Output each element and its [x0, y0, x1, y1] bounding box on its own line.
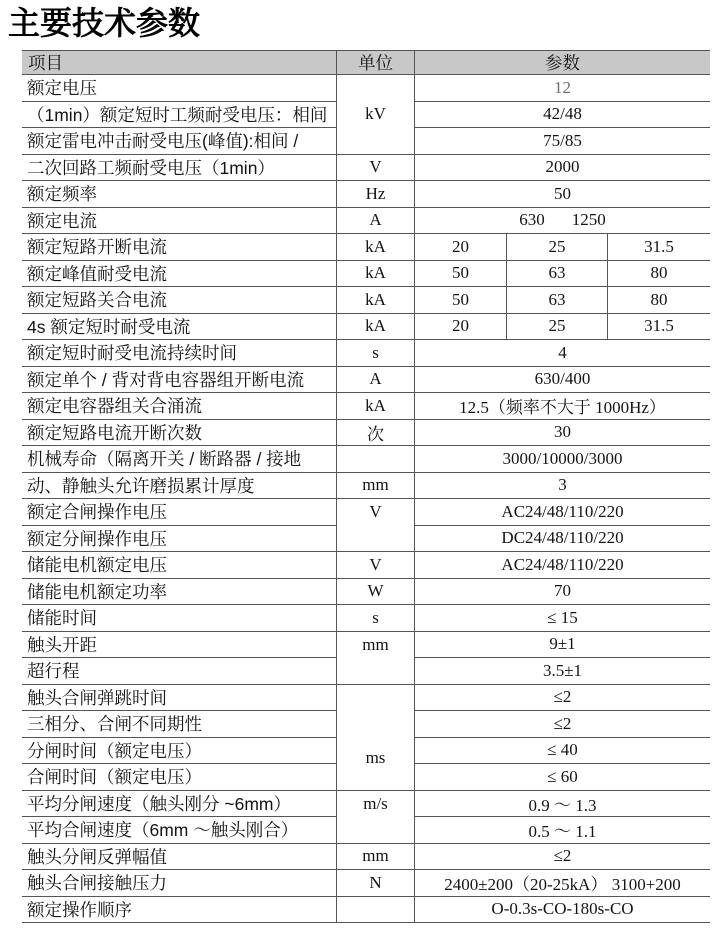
param-name: 超行程 — [22, 658, 337, 685]
param-value: 42/48 — [415, 102, 710, 129]
param-name: 额定频率 — [22, 181, 337, 208]
param-value: 25 — [507, 314, 608, 341]
param-unit: kA — [337, 393, 415, 420]
param-unit: kA — [337, 261, 415, 288]
param-value: AC24/48/110/220 — [415, 552, 710, 579]
param-value: 31.5 — [608, 314, 710, 341]
param-value: 75/85 — [415, 128, 710, 155]
param-unit: s — [337, 340, 415, 367]
header-item: 项目 — [22, 50, 337, 75]
param-name: 额定合闸操作电压 — [22, 499, 337, 526]
param-value: 0.5 ～ 1.1 — [415, 817, 710, 844]
param-unit-empty — [337, 446, 415, 473]
param-value-group — [415, 208, 710, 235]
param-name: 额定峰值耐受电流 — [22, 261, 337, 288]
param-unit: kA — [337, 234, 415, 261]
header-unit: 单位 — [337, 50, 415, 75]
param-value: 80 — [608, 287, 710, 314]
param-unit: s — [337, 605, 415, 632]
param-unit: V — [337, 499, 415, 552]
param-value: 25 — [507, 234, 608, 261]
header-param: 参数 — [415, 50, 710, 75]
param-value: 1250 — [571, 210, 606, 230]
param-value: 630/400 — [415, 367, 710, 394]
param-unit: mm — [337, 844, 415, 871]
param-name: 触头合闸接触压力 — [22, 870, 337, 897]
param-name: 触头开距 — [22, 632, 337, 659]
param-name: （1min）额定短时工频耐受电压：相间 — [22, 102, 337, 129]
param-unit: A — [337, 367, 415, 394]
param-value: 30 — [415, 420, 710, 447]
param-unit: ms — [337, 685, 415, 791]
param-name: 额定电流 — [22, 208, 337, 235]
param-unit: N — [337, 870, 415, 897]
param-value: 80 — [608, 261, 710, 288]
param-unit: mm — [337, 473, 415, 500]
param-value: 3000/10000/3000 — [415, 446, 710, 473]
param-name: 三相分、合闸不同期性 — [22, 711, 337, 738]
param-unit-empty — [337, 897, 415, 924]
param-name: 额定单个 / 背对背电容器组开断电流 — [22, 367, 337, 394]
param-name: 额定电压 — [22, 75, 337, 102]
param-value: ≤2 — [415, 685, 710, 712]
param-value: 63 — [507, 287, 608, 314]
param-name: 分闸时间（额定电压） — [22, 738, 337, 765]
param-name: 额定电容器组关合涌流 — [22, 393, 337, 420]
param-unit: kV — [337, 75, 415, 155]
param-value: 20 — [415, 314, 507, 341]
param-value: 630 — [519, 210, 545, 230]
param-name: 二次回路工频耐受电压（1min） — [22, 155, 337, 182]
param-name: 额定短时耐受电流持续时间 — [22, 340, 337, 367]
param-value: 63 — [507, 261, 608, 288]
param-value: O-0.3s-CO-180s-CO — [415, 897, 710, 924]
spec-table — [22, 50, 710, 923]
param-value: 50 — [415, 287, 507, 314]
param-value: ≤ 40 — [415, 738, 710, 765]
param-unit: V — [337, 155, 415, 182]
param-name: 平均合闸速度（6mm ～触头刚合） — [22, 817, 337, 844]
param-name: 触头分闸反弹幅值 — [22, 844, 337, 871]
param-unit: W — [337, 579, 415, 606]
param-name: 平均分闸速度（触头刚分 ~6mm） — [22, 791, 337, 818]
param-value: 50 — [415, 181, 710, 208]
param-name: 动、静触头允许磨损累计厚度 — [22, 473, 337, 500]
param-unit: mm — [337, 632, 415, 685]
param-value: ≤2 — [415, 711, 710, 738]
param-value: 20 — [415, 234, 507, 261]
param-value: ≤2 — [415, 844, 710, 871]
param-value: 3 — [415, 473, 710, 500]
param-unit: kA — [337, 287, 415, 314]
param-name: 储能时间 — [22, 605, 337, 632]
param-value: 12.5（频率不大于 1000Hz） — [415, 393, 710, 420]
param-name: 额定分闸操作电压 — [22, 526, 337, 553]
param-value: DC24/48/110/220 — [415, 526, 710, 553]
param-value: 12 — [415, 75, 710, 102]
param-name: 额定短路电流开断次数 — [22, 420, 337, 447]
param-value: 9±1 — [415, 632, 710, 659]
param-value: 0.9 ～ 1.3 — [415, 791, 710, 818]
param-value: 2000 — [415, 155, 710, 182]
param-unit: 次 — [337, 420, 415, 447]
param-name: 额定短路关合电流 — [22, 287, 337, 314]
param-unit: V — [337, 552, 415, 579]
param-value: ≤ 60 — [415, 764, 710, 791]
page-title: 主要技术参数 — [8, 5, 201, 41]
param-value: 2400±200（20-25kA） 3100+200 — [415, 870, 710, 897]
param-value: 31.5 — [608, 234, 710, 261]
param-value: 3.5±1 — [415, 658, 710, 685]
param-name: 储能电机额定功率 — [22, 579, 337, 606]
param-name: 额定雷电冲击耐受电压(峰值):相间 / — [22, 128, 337, 155]
param-value: ≤ 15 — [415, 605, 710, 632]
param-value: 50 — [415, 261, 507, 288]
param-name: 储能电机额定电压 — [22, 552, 337, 579]
param-unit: Hz — [337, 181, 415, 208]
param-name: 合闸时间（额定电压） — [22, 764, 337, 791]
param-name: 4s 额定短时耐受电流 — [22, 314, 337, 341]
param-unit: A — [337, 208, 415, 235]
param-name: 触头合闸弹跳时间 — [22, 685, 337, 712]
param-unit: m/s — [337, 791, 415, 844]
param-value: 70 — [415, 579, 710, 606]
param-value: AC24/48/110/220 — [415, 499, 710, 526]
param-unit: kA — [337, 314, 415, 341]
param-value: 4 — [415, 340, 710, 367]
param-name: 额定短路开断电流 — [22, 234, 337, 261]
param-name: 额定操作顺序 — [22, 897, 337, 924]
param-name: 机械寿命（隔离开关 / 断路器 / 接地 — [22, 446, 337, 473]
